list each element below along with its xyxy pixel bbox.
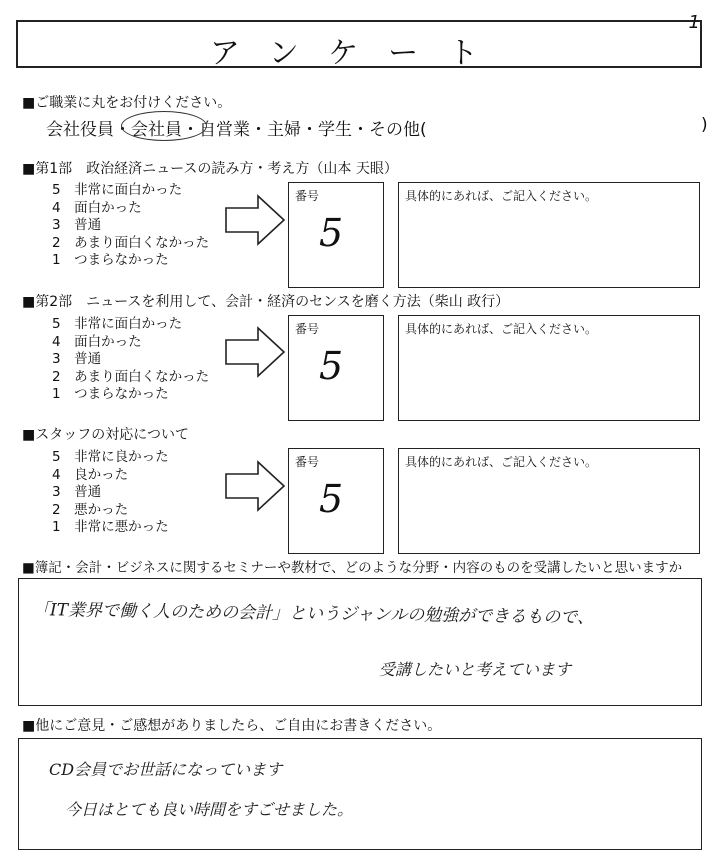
- detail-label: 具体的にあれば、ご記入ください。: [405, 455, 598, 469]
- occupation-option[interactable]: その他: [369, 120, 420, 140]
- selection-circle: [121, 111, 207, 141]
- comments-answer-line1: CD会員でお世話になっています: [49, 760, 283, 779]
- arrow-right-icon: [224, 326, 286, 378]
- rating-option: 2 あまり面白くなかった: [52, 368, 210, 385]
- rating-option: 4 面白かった: [52, 199, 142, 216]
- rating-option: 3 普通: [52, 484, 102, 500]
- comments-answer-box[interactable]: [18, 738, 702, 850]
- rating-option: 1 つまらなかった: [52, 386, 169, 402]
- seminar-answer-line1: 「IT業界で働く人のための会計」というジャンルの勉強ができるもので、: [32, 600, 595, 628]
- rating-option: 2 あまり面白くなかった: [52, 234, 210, 251]
- number-handwritten: 5: [319, 344, 344, 388]
- rating-option: 3 普通: [52, 217, 102, 233]
- section2-rating-scale: [52, 316, 209, 404]
- occupation-question: ■ご職業に丸をお付けください。: [22, 95, 232, 111]
- rating-option: 2 悪かった: [52, 501, 129, 518]
- rating-option: 1 非常に悪かった: [52, 519, 169, 535]
- page-title: アンケート: [209, 36, 509, 71]
- section3-title: ■スタッフの対応について: [22, 427, 189, 443]
- section2-title: ■第2部 ニュースを利用して、会計・経済のセンスを磨く方法（柴山 政行）: [22, 294, 510, 310]
- rating-option: 4 面白かった: [52, 333, 142, 350]
- rating-option: 5 非常に面白かった: [52, 182, 183, 198]
- arrow-right-icon: [224, 460, 286, 512]
- arrow-right-icon: [224, 194, 286, 246]
- survey-title-box: [16, 20, 702, 71]
- number-label: 番号: [295, 322, 320, 336]
- rating-option: 5 非常に良かった: [52, 449, 169, 465]
- comments-answer-line2: 今日はとても良い時間をすごせました。: [65, 800, 354, 819]
- occupation-option[interactable]: 会社役員: [46, 120, 114, 140]
- seminar-answer-box[interactable]: [18, 578, 702, 706]
- rating-option: 4 良かった: [52, 466, 129, 483]
- rating-option: 5 非常に面白かった: [52, 316, 183, 332]
- occupation-paren-close: ): [701, 115, 708, 135]
- number-label: 番号: [295, 455, 320, 469]
- page-number: 1: [688, 12, 700, 33]
- occupation-options: 会社役員・会社員・自営業・主婦・学生・その他(: [46, 115, 427, 140]
- occupation-option-selected[interactable]: 会社員: [131, 120, 182, 140]
- seminar-answer-line2: 受講したいと考えています: [379, 660, 572, 679]
- detail-label: 具体的にあれば、ご記入ください。: [405, 322, 598, 336]
- section1-title: ■第1部 政治経済ニュースの読み方・考え方（山本 天眼）: [22, 161, 398, 177]
- number-handwritten: 5: [319, 211, 344, 255]
- number-label: 番号: [295, 189, 320, 203]
- section3-number-box[interactable]: [288, 448, 384, 554]
- occupation-option[interactable]: 主婦: [267, 120, 301, 140]
- comments-question: ■他にご意見・ご感想がありましたら、ご自由にお書きください。: [22, 718, 442, 734]
- detail-label: 具体的にあれば、ご記入ください。: [405, 189, 598, 203]
- rating-option: 1 つまらなかった: [52, 252, 169, 268]
- seminar-question: ■簿記・会計・ビジネスに関するセミナーや教材で、どのような分野・内容のものを受講したいと思いますか: [22, 560, 683, 576]
- number-handwritten: 5: [319, 477, 344, 521]
- section1-rating-scale: [52, 182, 209, 270]
- section1-number-box[interactable]: [288, 182, 384, 288]
- rating-option: 3 普通: [52, 351, 102, 367]
- section2-detail-box[interactable]: [398, 315, 700, 421]
- section3-detail-box[interactable]: [398, 448, 700, 554]
- section2-number-box[interactable]: [288, 315, 384, 421]
- section3-rating-scale: [52, 449, 169, 537]
- occupation-option[interactable]: 学生: [318, 120, 352, 140]
- section1-detail-box[interactable]: [398, 182, 700, 288]
- occupation-option[interactable]: 自営業: [199, 120, 250, 140]
